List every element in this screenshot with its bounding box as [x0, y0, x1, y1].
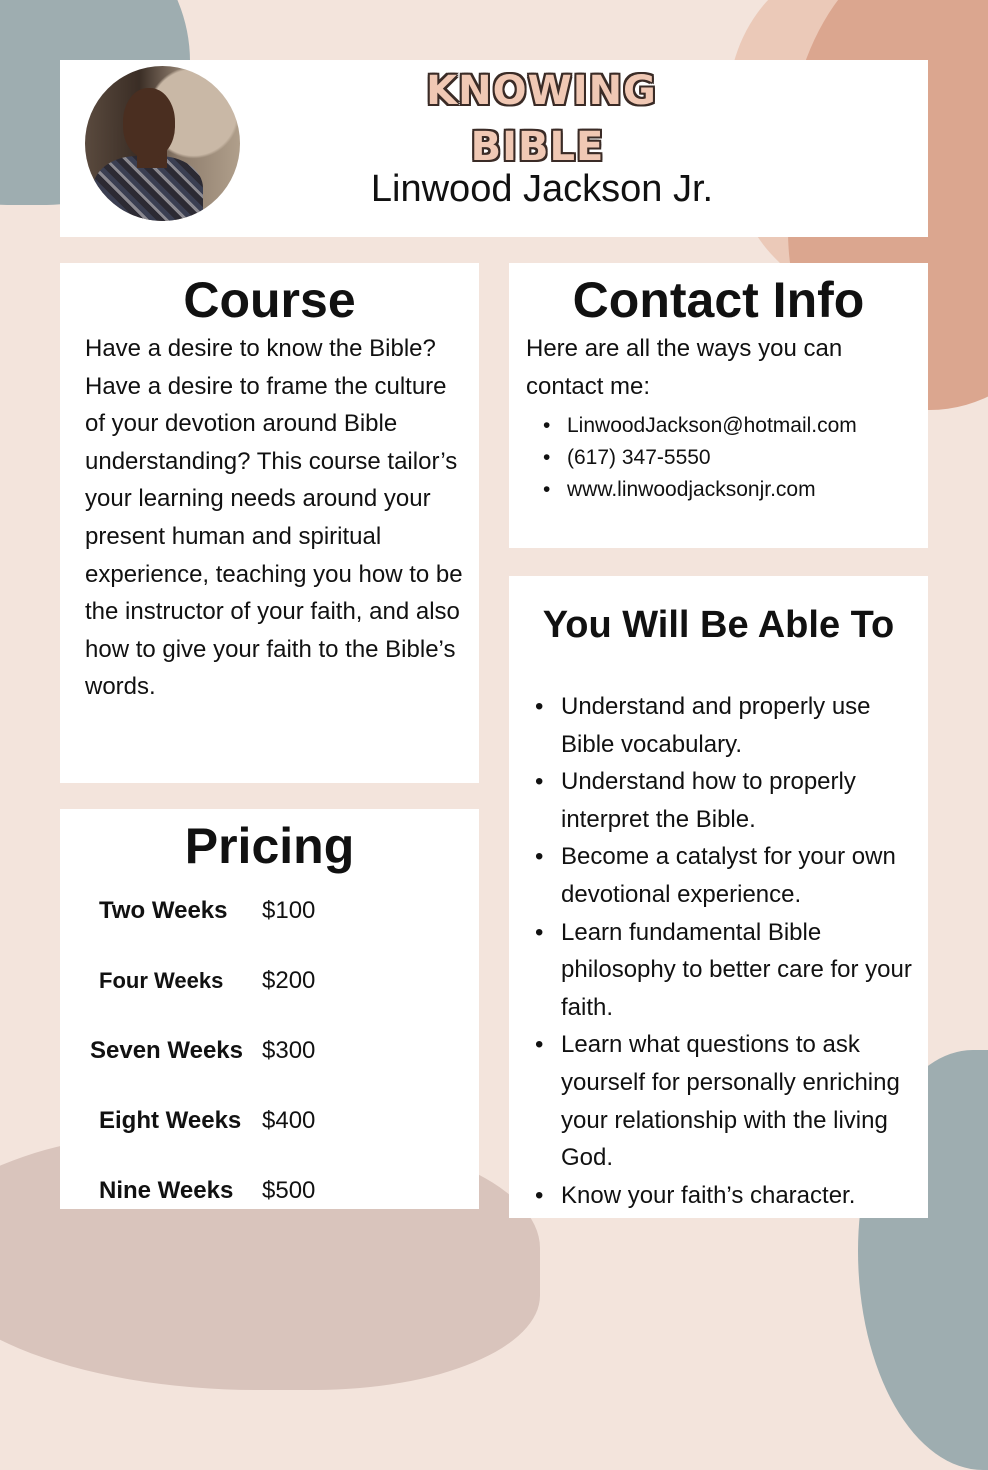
author-name: Linwood Jackson Jr. [370, 168, 714, 210]
contact-card [509, 263, 928, 548]
course-card [60, 263, 479, 783]
price-row [60, 1177, 479, 1217]
course-heading: Course [183, 272, 356, 328]
list-item: • Understand and properly use Bible vocabulary. [527, 688, 917, 763]
price-row [60, 1107, 479, 1147]
price-label: Eight Weeks [99, 1107, 242, 1134]
price-value: $300 [262, 1037, 316, 1064]
list-item: • Become a catalyst for your own devotional experience. [527, 838, 917, 913]
price-label: Two Weeks [99, 897, 228, 924]
price-value: $400 [262, 1107, 316, 1134]
title-line-2: BIBLE [470, 124, 605, 170]
list-item: • Know your faith’s character. [527, 1177, 917, 1215]
contact-email[interactable]: • LinwoodJackson@hotmail.com [531, 410, 857, 442]
contact-website[interactable]: • www.linwoodjacksonjr.com [531, 474, 857, 506]
list-item: • Learn what questions to ask yourself for personally enriching your relationship with the living God. [527, 1026, 917, 1176]
pricing-heading: Pricing [184, 818, 355, 874]
price-row [60, 897, 479, 937]
contact-phone[interactable]: • (617) 347-5550 [531, 442, 857, 474]
course-description: Have a desire to know the Bible? Have a desire to frame the culture of your devotion around Bible understanding? This course tailor’s your learning needs around your present human and spiritual experience, teaching you how to be the instructor of your faith, and also how to give your faith to the Bible’s words. [85, 335, 463, 701]
price-label: Four Weeks [99, 968, 224, 993]
header-card [60, 60, 928, 237]
title-line-1: KNOWING [426, 68, 657, 114]
outcomes-card [509, 576, 928, 1218]
price-row [60, 1037, 479, 1077]
pricing-card [60, 809, 479, 1209]
contact-intro: Here are all the ways you can contact me: [526, 335, 843, 400]
list-item: • Learn fundamental Bible philosophy to better care for your faith. [527, 914, 917, 1027]
contact-heading: Contact Info [572, 272, 865, 328]
price-value: $100 [262, 897, 316, 924]
price-label: Seven Weeks [90, 1037, 243, 1064]
outcomes-list [527, 688, 917, 1214]
price-label: Nine Weeks [99, 1177, 234, 1204]
list-item: • Understand how to properly interpret the Bible. [527, 763, 917, 838]
price-row [60, 967, 479, 1007]
contact-list [531, 410, 857, 506]
outcomes-heading: You Will Be Able To [542, 604, 895, 646]
price-value: $500 [262, 1177, 316, 1204]
price-value: $200 [262, 967, 316, 994]
